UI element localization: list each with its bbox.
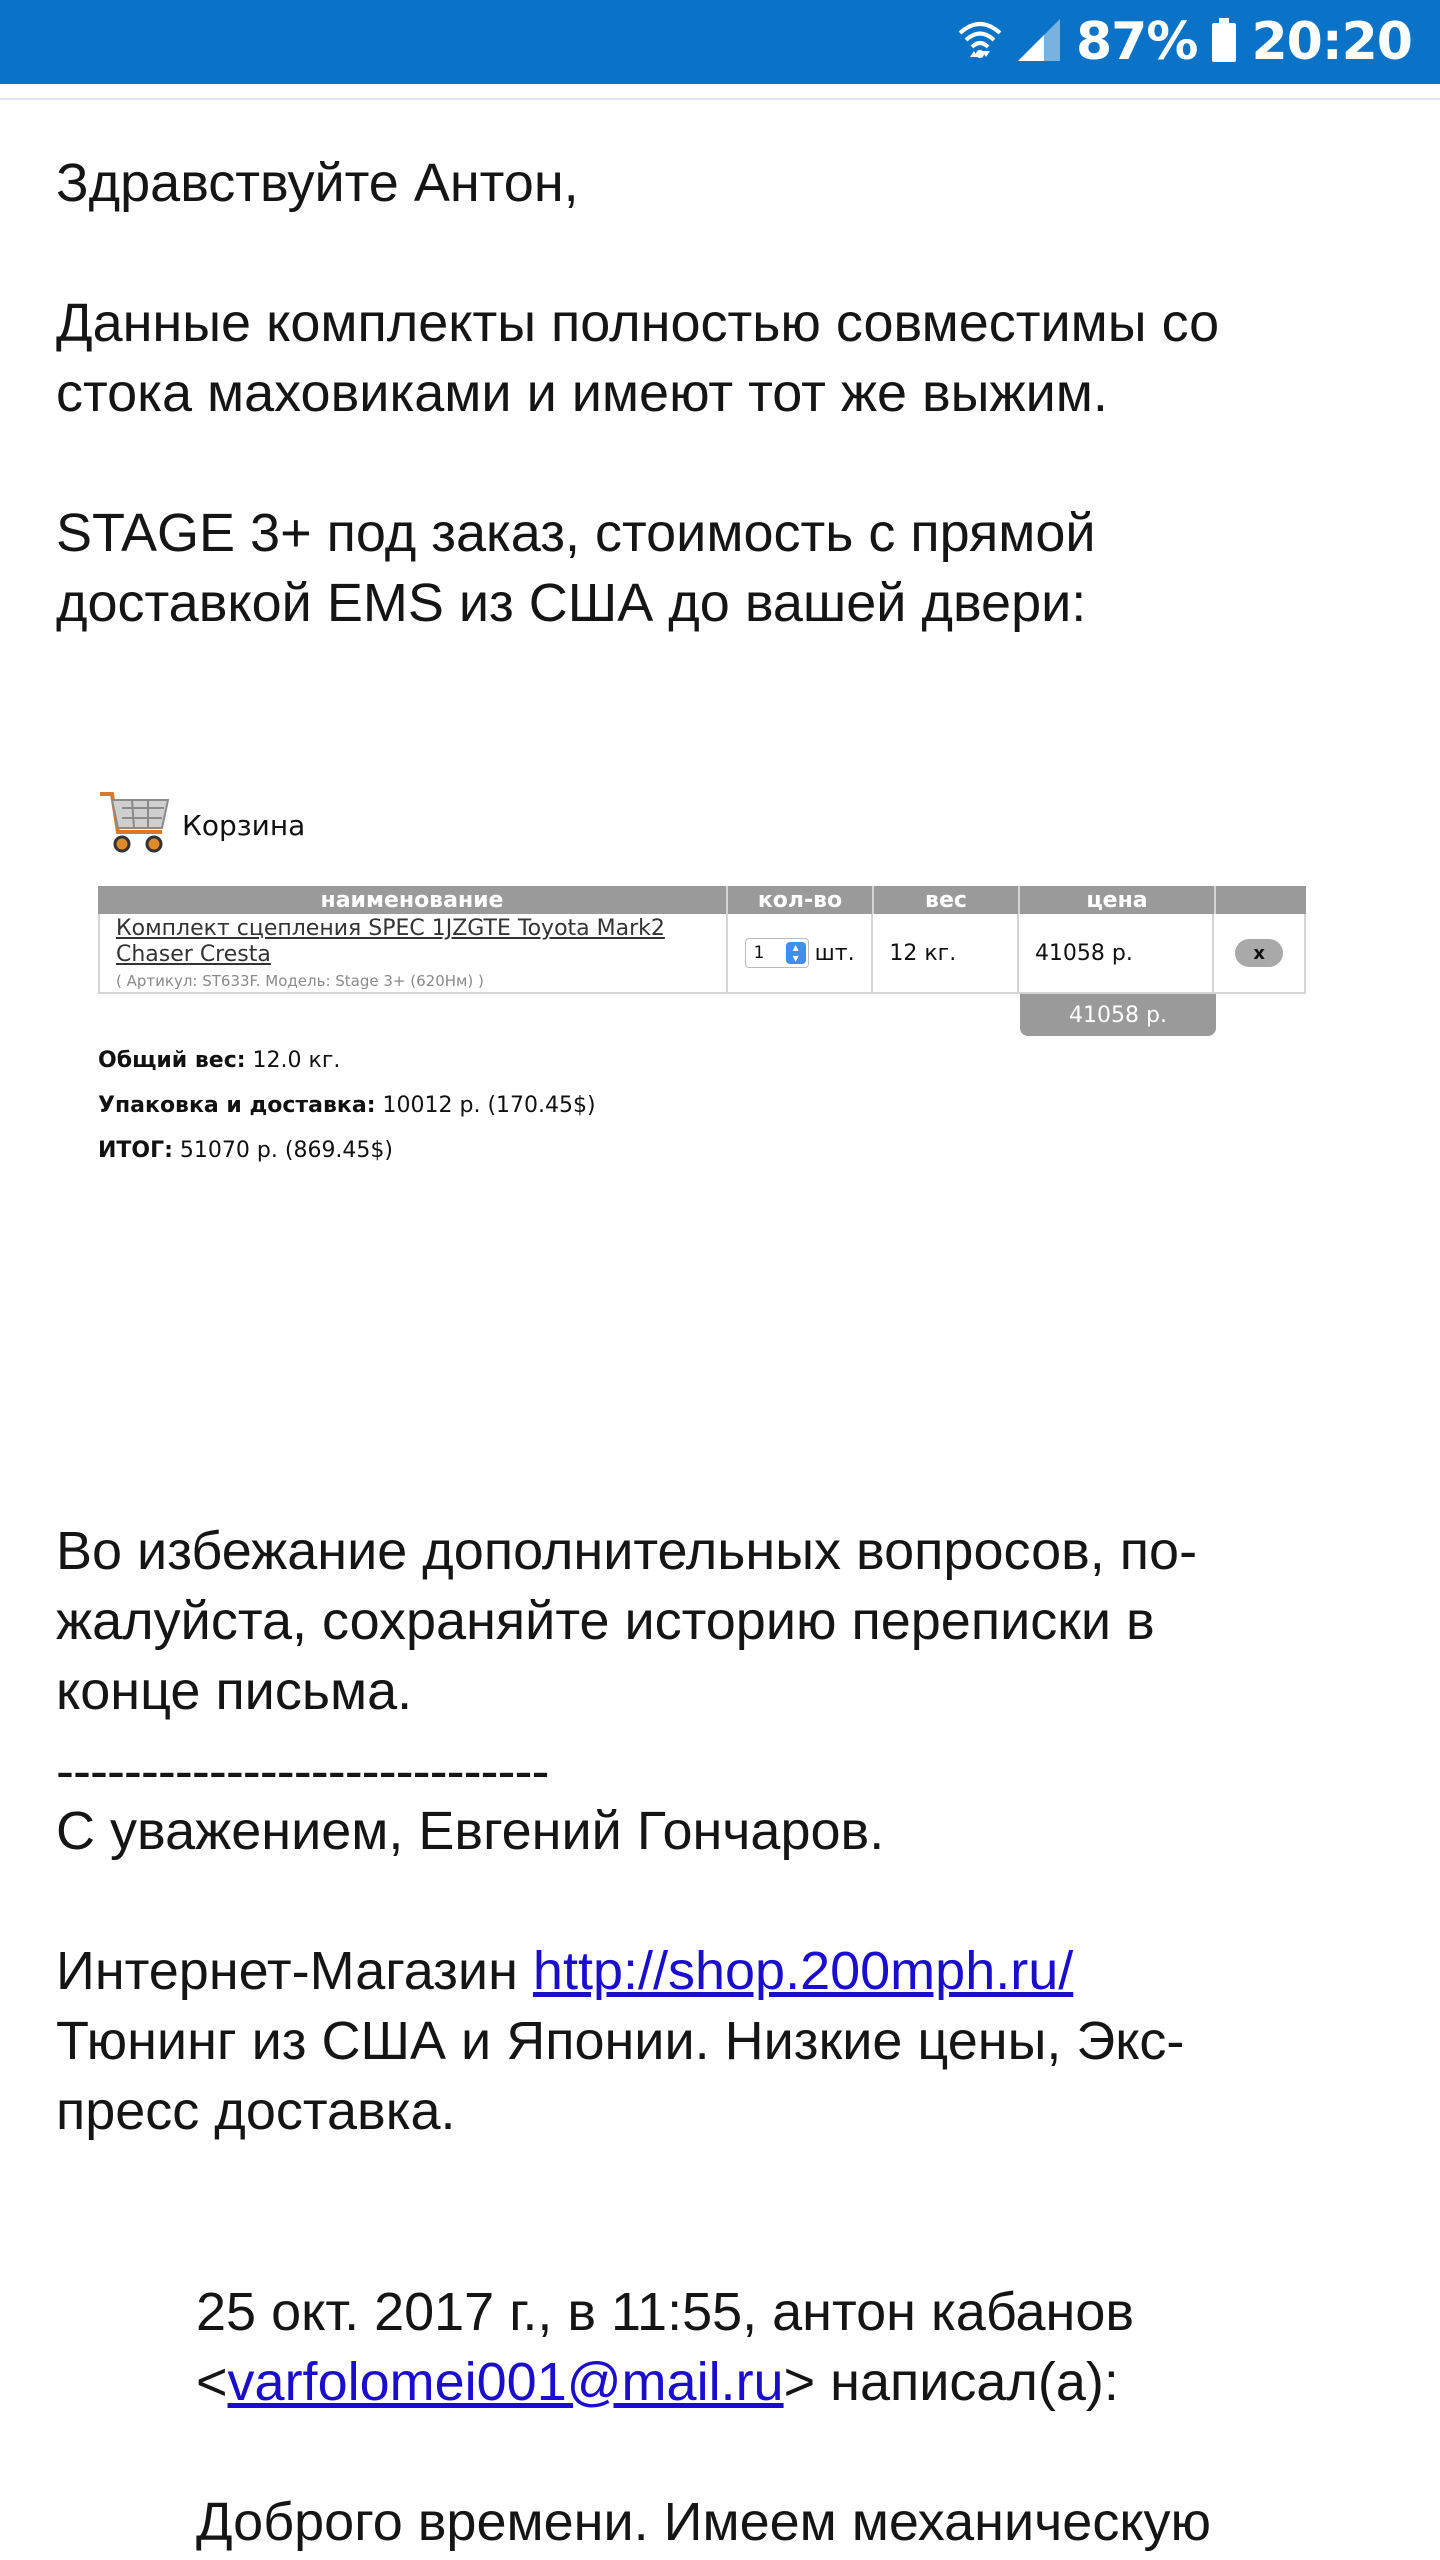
product-name-line1: Комплект сцепления SPEC 1JZGTE Toyota Mark2 xyxy=(116,916,665,941)
battery-percent: 87% xyxy=(1076,12,1198,72)
shipping-value: 10012 р. (170.45$) xyxy=(375,1093,596,1118)
quote-lt: < xyxy=(196,2352,228,2412)
total-label: ИТОГ: xyxy=(98,1138,173,1163)
wifi-icon xyxy=(958,17,1002,68)
total-weight-label: Общий вес: xyxy=(98,1048,246,1073)
stepper-arrows-icon: ▴ ▾ xyxy=(786,942,806,964)
quantity-value: 1 xyxy=(753,943,765,963)
delete-cell xyxy=(1214,914,1304,992)
text-line: пресс доставка. xyxy=(56,2081,456,2141)
shop-info xyxy=(56,1936,1396,2146)
paragraph-compatibility xyxy=(56,288,1396,428)
quote-body-line: Доброго времени. Имеем механическую xyxy=(196,2492,1212,2552)
remove-item-button: x xyxy=(1235,939,1283,967)
text-line: доставкой EMS из США до вашей двери: xyxy=(56,573,1087,633)
quote-spacer xyxy=(196,2417,1426,2487)
cell-signal-icon xyxy=(1016,17,1062,68)
quote-suffix: > написал(а): xyxy=(783,2352,1119,2412)
cart-subtotal: 41058 р. xyxy=(1020,994,1216,1036)
total-value: 51070 р. (869.45$) xyxy=(172,1138,394,1163)
greeting: Здравствуйте Антон, xyxy=(56,153,579,213)
total-weight xyxy=(98,1048,340,1073)
text-line: STAGE 3+ под заказ, стоимость с прямой xyxy=(56,503,1096,563)
quote-header-line1: 25 окт. 2017 г., в 11:55, антон кабанов xyxy=(196,2282,1135,2342)
qty-cell xyxy=(728,914,874,992)
table-row xyxy=(98,914,1306,994)
price-cell: 41058 р. xyxy=(1019,914,1214,992)
status-bar-right xyxy=(958,10,1412,74)
total-weight-value: 12.0 кг. xyxy=(245,1048,341,1073)
order-total xyxy=(98,1138,393,1163)
shop-link[interactable]: http://shop.200mph.ru/ xyxy=(532,1941,1074,2001)
text-line: Тюнинг из США и Японии. Низкие цены, Экс- xyxy=(56,2011,1185,2071)
signature: С уважением, Евгений Гончаров. xyxy=(56,1801,885,1861)
clock: 20:20 xyxy=(1251,12,1412,72)
text-line: конце письма. xyxy=(56,1661,413,1721)
cart-image xyxy=(98,790,1308,1190)
paragraph-history-note xyxy=(56,1516,1396,1726)
text-line: жалуйста, сохраняйте историю переписки в xyxy=(56,1591,1155,1651)
shopping-cart-icon xyxy=(98,788,172,862)
quote-header-line2 xyxy=(196,2347,1426,2417)
shop-line xyxy=(56,1936,1396,2006)
battery-icon xyxy=(1211,17,1237,68)
cart-table-header xyxy=(98,886,1306,914)
col-qty-header: кол-во xyxy=(728,886,874,914)
shipping-label: Упаковка и доставка: xyxy=(98,1093,376,1118)
shipping-cost xyxy=(98,1093,596,1118)
product-cell xyxy=(100,914,728,992)
paragraph-price-intro xyxy=(56,498,1396,638)
product-details: ( Артикул: ST633F. Модель: Stage 3+ (620Нм) ) xyxy=(116,972,484,990)
signature-separator: ----------------------------- xyxy=(56,1741,549,1801)
col-name-header: наименование xyxy=(98,886,728,914)
cart-title: Корзина xyxy=(182,808,306,842)
quoted-message xyxy=(196,2277,1426,2557)
status-bar xyxy=(0,0,1440,84)
weight-cell: 12 кг. xyxy=(873,914,1019,992)
cart-header xyxy=(98,790,305,860)
col-weight-header: вес xyxy=(874,886,1020,914)
col-price-header: цена xyxy=(1020,886,1216,914)
shop-prefix: Интернет-Магазин xyxy=(56,1941,533,2001)
text-line: Данные комплекты полностью совместимы со xyxy=(56,293,1220,353)
text-line: Во избежание дополнительных вопросов, по- xyxy=(56,1521,1198,1581)
cart-table xyxy=(98,886,1306,994)
quantity-stepper xyxy=(745,938,809,968)
header-divider xyxy=(0,98,1440,100)
quantity-unit: шт. xyxy=(814,940,855,966)
col-delete-header xyxy=(1216,886,1306,914)
product-name-line2: Chaser Cresta xyxy=(116,942,271,967)
text-line: стока маховиками и имеют тот же выжим. xyxy=(56,363,1108,423)
sender-email-link[interactable]: varfolomei001@mail.ru xyxy=(227,2352,784,2412)
